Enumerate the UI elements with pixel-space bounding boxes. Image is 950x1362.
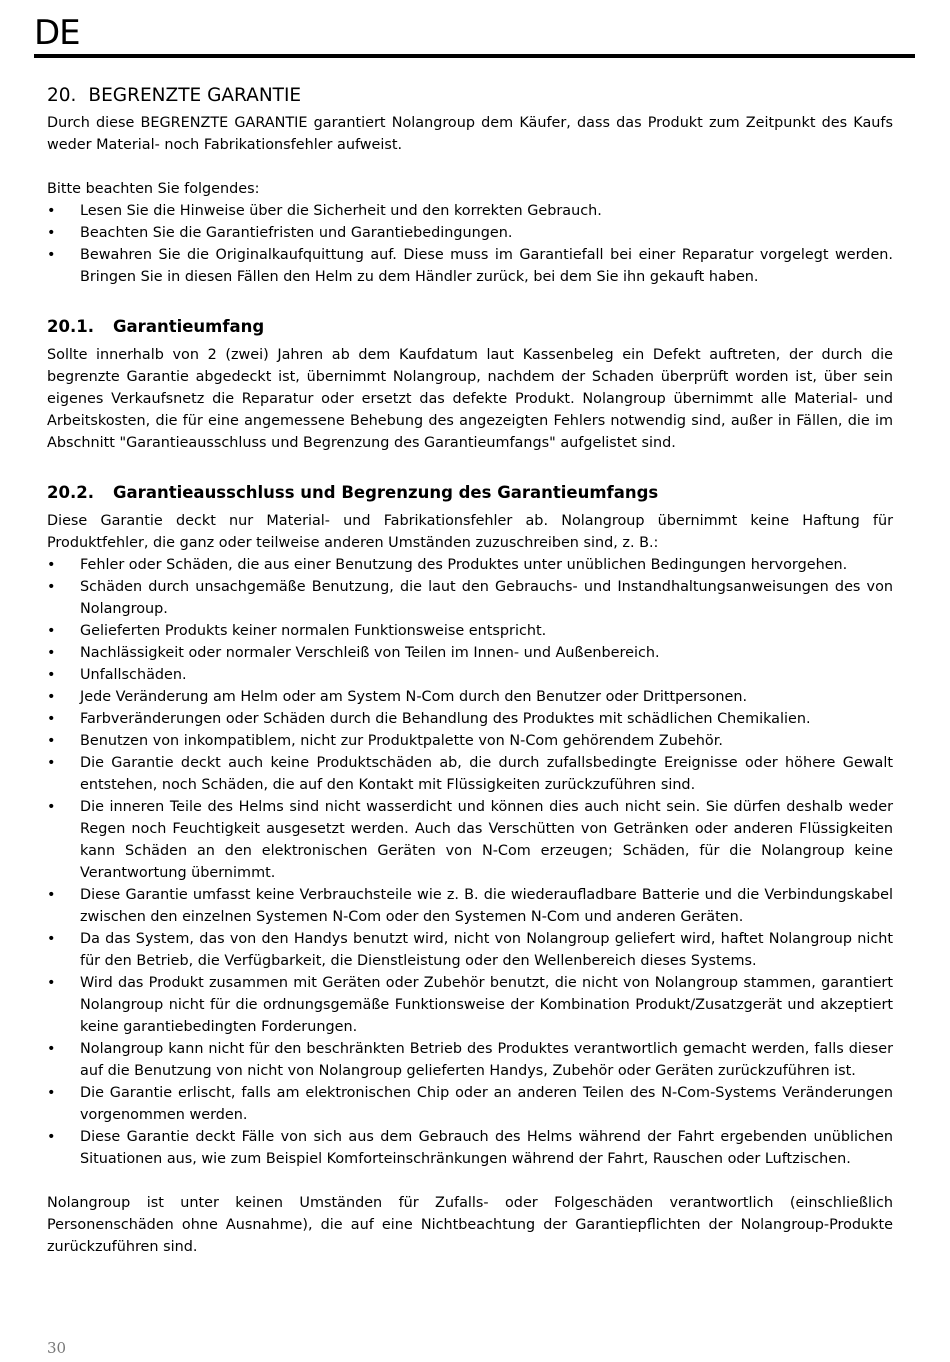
list-item: • Bewahren Sie die Originalkaufquittung auf. Diese muss im Garantiefall bei einer Reparatur vorgelegt werden. Bringen Sie in diesen Fällen den Helm zu dem Händler zurück, bei dem Sie ihn gekauft haben. — [47, 244, 893, 288]
section-20-2-closing: Nolangroup ist unter keinen Umständen für Zufalls- oder Folgeschäden verantwortlich (einschließlich Personenschäden ohne Ausnahme), die auf eine Nichtbeachtung der Garantiepflichten der Nolangroup-Produkte zurückzuführen sind. — [47, 1195, 893, 1255]
document-body — [47, 84, 893, 1258]
bullet-icon: • — [47, 711, 56, 727]
list-item: • Nolangroup kann nicht für den beschränkten Betrieb des Produktes verantwortlich gemacht werden, falls dieser auf die Benutzung von nicht von Nolangroup gelieferten Handys, Zubehör oder Geräten zurückzuführen ist. — [47, 1038, 893, 1082]
list-item: • Farbveränderungen oder Schäden durch die Behandlung des Produktes mit schädlichen Chemikalien. — [47, 708, 893, 730]
section-20-1-text: Sollte innerhalb von 2 (zwei) Jahren ab dem Kaufdatum laut Kassenbeleg ein Defekt auftreten, der durch die begrenzte Garantie abgedeckt ist, übernimmt Nolangroup, nachdem der Schaden überprüft worden ist, über sein eigenes Verkaufsnetz die Reparatur oder ersetzt das defekte Produkt. Nolangroup übernimmt alle Material- und Arbeitskosten, die für eine angemessene Behebung des angezeigten Fehlers notwendig sind, außer in Fällen, die im Abschnitt "Garantieausschluss und Begrenzung des Garantieumfangs" aufgelistet sind. — [47, 347, 893, 451]
list-item: • Gelieferten Produkts keiner normalen Funktionsweise entspricht. — [47, 620, 893, 642]
list-item: • Lesen Sie die Hinweise über die Sicherheit und den korrekten Gebrauch. — [47, 200, 893, 222]
list-item: • Jede Veränderung am Helm oder am System N-Com durch den Benutzer oder Drittpersonen. — [47, 686, 893, 708]
section-20-2-intro: Diese Garantie deckt nur Material- und Fabrikationsfehler ab. Nolangroup übernimmt keine Haftung für Produktfehler, die ganz oder teilweise anderen Umständen zuzuschreiben sind, z. B.: — [47, 513, 893, 551]
bullet-icon: • — [47, 887, 56, 903]
list-item: • Die Garantie erlischt, falls am elektronischen Chip oder an anderen Teilen des N-Com-Systems Veränderungen vorgenommen werden. — [47, 1082, 893, 1126]
section-20-2-heading — [47, 482, 893, 504]
bullet-icon: • — [47, 755, 56, 771]
section-20-list — [47, 200, 893, 288]
bullet-icon: • — [47, 203, 56, 219]
list-item: • Fehler oder Schäden, die aus einer Benutzung des Produktes unter unüblichen Bedingungen hervorgehen. — [47, 554, 893, 576]
section-20-1-title: Garantieumfang — [113, 317, 265, 336]
bullet-icon: • — [47, 733, 56, 749]
bullet-icon: • — [47, 247, 56, 263]
bullet-icon: • — [47, 645, 56, 661]
list-item: • Die inneren Teile des Helms sind nicht wasserdicht und können dies auch nicht sein. Sie dürfen deshalb weder Regen noch Feuchtigkeit ausgesetzt werden. Auch das Verschütten von Getränken oder anderen Flüssigkeiten kann Schäden an den elektronischen Geräten von N-Com erzeugen; Schäden, für die Nolangroup keine Verantwortung übernimmt. — [47, 796, 893, 884]
section-20-1-heading — [47, 316, 893, 338]
bullet-icon: • — [47, 975, 56, 991]
bullet-icon: • — [47, 579, 56, 595]
list-item: • Da das System, das von den Handys benutzt wird, nicht von Nolangroup geliefert wird, haftet Nolangroup nicht für den Betrieb, die Verfügbarkeit, die Dienstleistung oder den Wellenbereich dieses Systems. — [47, 928, 893, 972]
list-item: • Nachlässigkeit oder normaler Verschleiß von Teilen im Innen- und Außenbereich. — [47, 642, 893, 664]
bullet-icon: • — [47, 225, 56, 241]
section-20-title: BEGRENZTE GARANTIE — [88, 85, 302, 106]
header-rule — [34, 54, 915, 58]
section-20-intro: Durch diese BEGRENZTE GARANTIE garantiert Nolangroup dem Käufer, dass das Produkt zum Zeitpunkt des Kaufs weder Material- noch Fabrikationsfehler aufweist. — [47, 115, 893, 153]
list-item: • Schäden durch unsachgemäße Benutzung, die laut den Gebrauchs- und Instandhaltungsanweisungen des von Nolangroup. — [47, 576, 893, 620]
bullet-icon: • — [47, 1129, 56, 1145]
bullet-icon: • — [47, 623, 56, 639]
list-item: • Wird das Produkt zusammen mit Geräten oder Zubehör benutzt, die nicht von Nolangroup stammen, garantiert Nolangroup nicht für die ordnungsgemäße Funktionsweise der Kombination Produkt/Zusatzgerät und akzeptiert keine garantiebedingten Forderungen. — [47, 972, 893, 1038]
list-item: • Benutzen von inkompatiblem, nicht zur Produktpalette von N-Com gehörendem Zubehör. — [47, 730, 893, 752]
language-code: DE — [34, 13, 80, 53]
bullet-icon: • — [47, 931, 56, 947]
list-item: • Unfallschäden. — [47, 664, 893, 686]
bullet-icon: • — [47, 1041, 56, 1057]
list-item: • Diese Garantie umfasst keine Verbrauchsteile wie z. B. die wiederaufladbare Batterie und die Verbindungskabel zwischen den einzelnen Systemen N-Com oder den Systemen N-Com und anderen Geräten. — [47, 884, 893, 928]
section-20-2-title: Garantieausschluss und Begrenzung des Garantieumfangs — [113, 483, 659, 502]
section-20-1-number: 20.1. — [47, 317, 94, 336]
bullet-icon: • — [47, 557, 56, 573]
bullet-icon: • — [47, 1085, 56, 1101]
bullet-icon: • — [47, 689, 56, 705]
section-20-note-lead: Bitte beachten Sie folgendes: — [47, 181, 260, 197]
bullet-icon: • — [47, 799, 56, 815]
section-20-2-list — [47, 554, 893, 1170]
bullet-icon: • — [47, 667, 56, 683]
list-item: • Diese Garantie deckt Fälle von sich aus dem Gebrauch des Helms während der Fahrt ergebenden unüblichen Situationen aus, wie zum Beispiel Komforteinschränkungen während der Fahrt, Rauschen oder Luftzischen. — [47, 1126, 893, 1170]
list-item: • Beachten Sie die Garantiefristen und Garantiebedingungen. — [47, 222, 893, 244]
list-item: • Die Garantie deckt auch keine Produktschäden ab, die durch zufallsbedingte Ereignisse oder höhere Gewalt entstehen, noch Schäden, die auf den Kontakt mit Flüssigkeiten zurückzuführen sind. — [47, 752, 893, 796]
section-20-2-number: 20.2. — [47, 483, 94, 502]
section-20-number: 20. — [47, 85, 77, 106]
page-number: 30 — [47, 1339, 67, 1357]
section-20-heading — [47, 84, 893, 108]
